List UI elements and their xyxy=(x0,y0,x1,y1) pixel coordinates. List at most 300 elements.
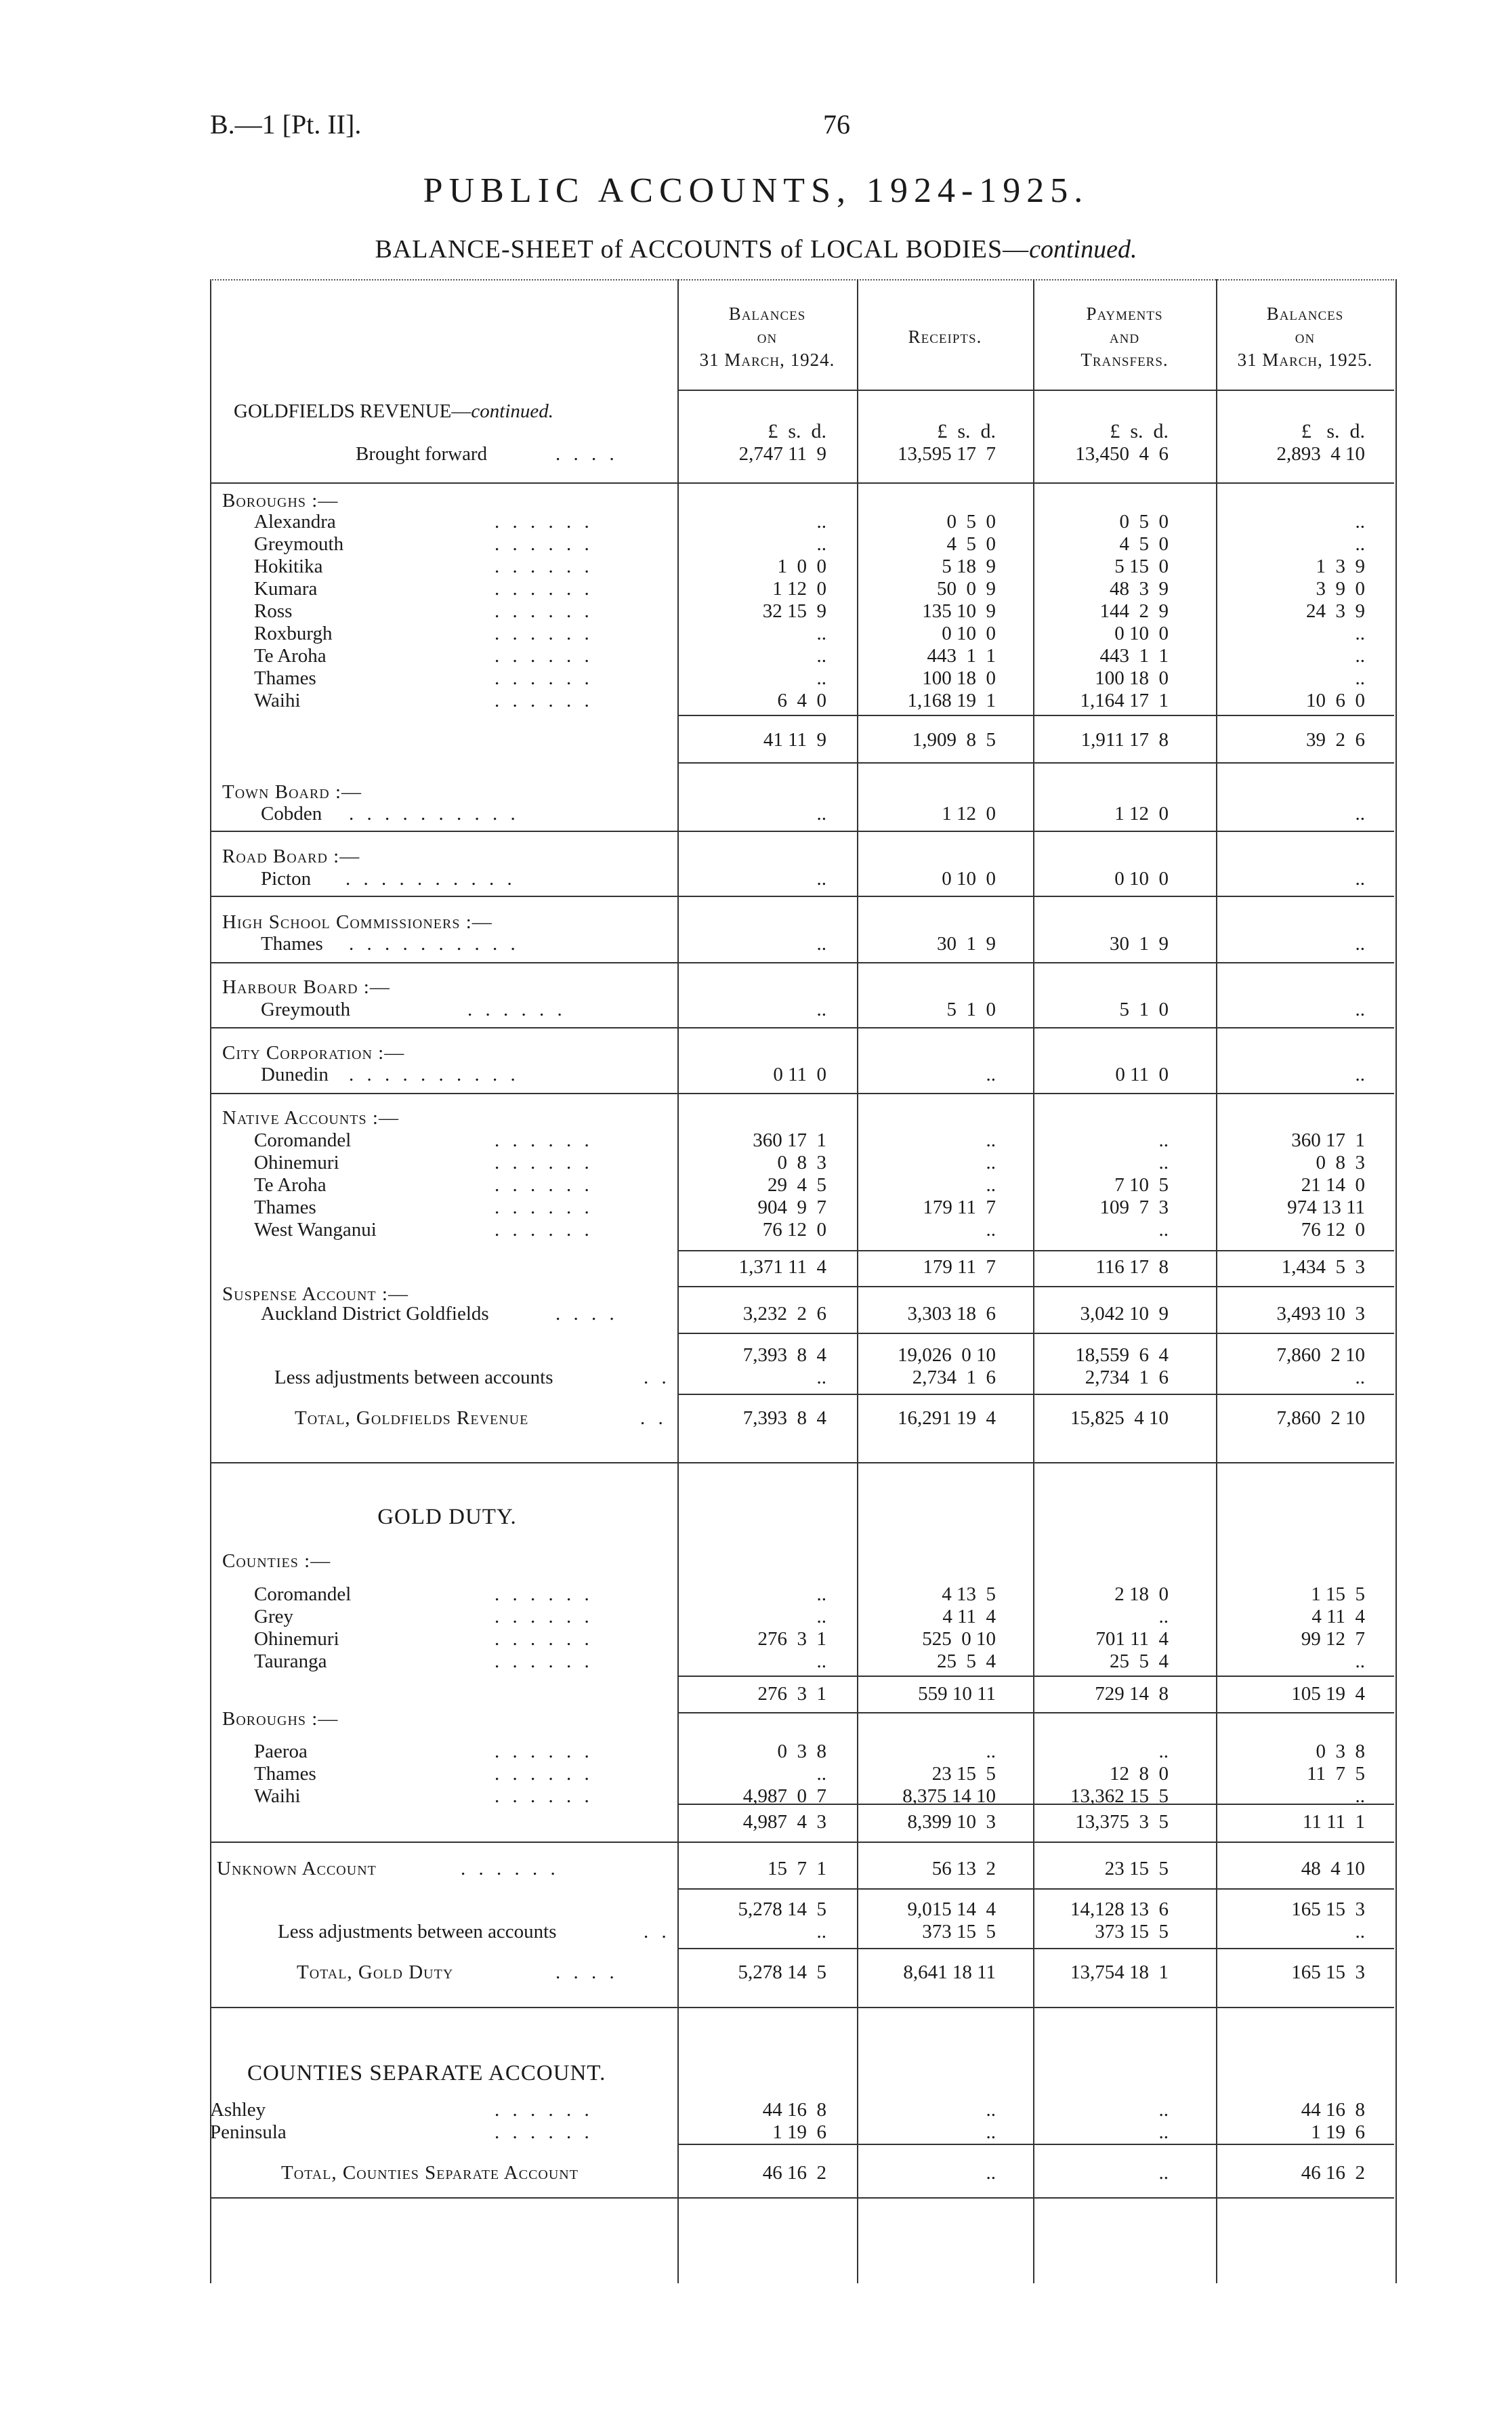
cell: 135 10 9 xyxy=(922,600,996,622)
cell: 4 13 5 xyxy=(942,1583,996,1605)
cell: .. xyxy=(1355,868,1365,890)
row-label: Te Aroha xyxy=(254,1174,327,1196)
currency-label: £ s. d. xyxy=(768,420,826,442)
native-total-row xyxy=(210,1255,1394,1278)
table-row xyxy=(210,533,1394,556)
cell: .. xyxy=(986,1064,996,1085)
cell: 0 10 0 xyxy=(942,868,996,890)
section-label-row xyxy=(210,1707,1394,1730)
table-row xyxy=(210,1740,1394,1763)
cell: 6 4 0 xyxy=(777,690,826,711)
section-label-row xyxy=(210,781,1394,804)
cell: 30 1 9 xyxy=(937,933,996,955)
leader-dots: . . . . . . xyxy=(495,1650,593,1672)
leader-dots: . . . . . . xyxy=(495,1785,593,1807)
cell: 974 13 11 xyxy=(1287,1197,1365,1218)
rule xyxy=(677,1676,1394,1677)
city-corporation-label: City Corporation :— xyxy=(222,1042,405,1064)
leader-dots: . . . . . . xyxy=(495,690,593,711)
cell: 44 16 8 xyxy=(1301,2099,1365,2121)
cell: 1,168 19 1 xyxy=(907,690,996,711)
cell: .. xyxy=(986,2162,996,2184)
table-row xyxy=(210,867,1394,890)
cell: 46 16 2 xyxy=(1301,2162,1365,2184)
cell: .. xyxy=(1355,667,1365,689)
rule xyxy=(210,1842,1394,1843)
counties-total-row xyxy=(210,1682,1394,1705)
cell: 276 3 1 xyxy=(757,1683,826,1705)
cell: 5 1 0 xyxy=(946,999,996,1020)
cell: 23 15 5 xyxy=(1104,1858,1169,1879)
rule xyxy=(677,1394,1394,1395)
cell: 0 5 0 xyxy=(1119,511,1169,533)
native-accounts-label: Native Accounts :— xyxy=(222,1107,399,1129)
leader-dots: . . . . xyxy=(555,1303,618,1325)
cell: 276 3 1 xyxy=(757,1628,826,1650)
cell: 15 7 1 xyxy=(768,1858,826,1879)
cell: 179 11 7 xyxy=(923,1197,996,1218)
cell: 4 5 0 xyxy=(946,533,996,555)
cell: .. xyxy=(816,1583,826,1605)
table-row xyxy=(210,1151,1394,1174)
cell: .. xyxy=(816,1921,826,1942)
leader-dots: . . . . xyxy=(555,443,618,465)
cell: .. xyxy=(1355,511,1365,533)
cell: 41 11 9 xyxy=(763,729,826,751)
cell: 2 18 0 xyxy=(1114,1583,1169,1605)
cell: 76 12 0 xyxy=(762,1219,826,1241)
section-label-row xyxy=(210,976,1394,999)
row-label: Ross xyxy=(254,600,293,622)
cell: .. xyxy=(1355,1064,1365,1085)
cell: 1 12 0 xyxy=(772,578,826,600)
cell: .. xyxy=(1158,1741,1169,1762)
row-label: Roxburgh xyxy=(254,623,333,644)
cell: 2,893 4 10 xyxy=(1276,443,1365,465)
leader-dots: . . . . . . xyxy=(495,1219,593,1241)
cell: .. xyxy=(1355,803,1365,825)
cell: 0 10 0 xyxy=(1114,868,1169,890)
cell: 56 13 2 xyxy=(931,1858,996,1879)
subtitle-main: BALANCE-SHEET of ACCOUNTS of LOCAL BODIES— xyxy=(375,235,1030,264)
cell: 7 10 5 xyxy=(1114,1174,1169,1196)
row-label: Dunedin xyxy=(261,1064,329,1085)
row-label: Coromandel xyxy=(254,1129,352,1151)
rule xyxy=(210,962,1394,963)
cell: 0 8 3 xyxy=(1316,1152,1365,1173)
cell: 50 0 9 xyxy=(937,578,996,600)
cell: 2,747 11 9 xyxy=(738,443,826,465)
leader-dots: . . . . . . xyxy=(495,1174,593,1196)
rule xyxy=(677,1888,1394,1890)
table-row xyxy=(210,1063,1394,1086)
row-label: Less adjustments between accounts xyxy=(278,1921,557,1942)
cell: 701 11 4 xyxy=(1095,1628,1169,1650)
cell: 25 5 4 xyxy=(937,1650,996,1672)
table-row xyxy=(210,577,1394,600)
row-label: Unknown Account xyxy=(217,1858,377,1879)
row-label: Te Aroha xyxy=(254,645,327,667)
cell: 29 4 5 xyxy=(768,1174,826,1196)
cell: 4 11 4 xyxy=(942,1606,996,1627)
row-label: Picton xyxy=(261,868,312,890)
cell: 39 2 6 xyxy=(1306,729,1365,751)
cell: 15,825 4 10 xyxy=(1070,1407,1169,1429)
table-row xyxy=(210,644,1394,667)
less-adjustments-row xyxy=(210,1366,1394,1389)
rule xyxy=(210,1027,1394,1028)
rule xyxy=(677,1286,1394,1287)
section-label-row xyxy=(210,489,1394,512)
row-label: Waihi xyxy=(254,1785,301,1807)
leader-dots: . . . . . . xyxy=(495,1606,593,1627)
table-row xyxy=(210,2098,1394,2121)
cell: 30 1 9 xyxy=(1110,933,1169,955)
cell: 8,399 10 3 xyxy=(907,1811,996,1833)
table-row xyxy=(210,510,1394,533)
leader-dots: . . xyxy=(644,1921,671,1942)
leader-dots: . . . . . . xyxy=(495,600,593,622)
cell: .. xyxy=(1158,1152,1169,1173)
cell: 116 17 8 xyxy=(1095,1256,1169,1278)
boroughs-label: Boroughs :— xyxy=(222,490,339,512)
counties-label: Counties :— xyxy=(222,1550,331,1572)
rule xyxy=(677,1804,1394,1805)
heading-continued: continued. xyxy=(471,400,554,422)
row-label: Thames xyxy=(254,1763,316,1785)
cell: 0 10 0 xyxy=(942,623,996,644)
section-label-row xyxy=(210,911,1394,934)
rule xyxy=(210,831,1394,832)
cell: .. xyxy=(1355,623,1365,644)
brought-forward-row xyxy=(210,442,1394,465)
cell: .. xyxy=(816,623,826,644)
row-label: Thames xyxy=(261,933,323,955)
leader-dots: . . . . . . xyxy=(495,578,593,600)
cell: 1 15 5 xyxy=(1311,1583,1365,1605)
cell: .. xyxy=(816,667,826,689)
cell: 13,375 3 5 xyxy=(1075,1811,1169,1833)
leader-dots: . . . . . . xyxy=(495,2121,593,2143)
cell: .. xyxy=(1355,1921,1365,1942)
cell: 12 8 0 xyxy=(1110,1763,1169,1785)
row-label: Thames xyxy=(254,1197,316,1218)
table-row xyxy=(210,622,1394,645)
cell: 5,278 14 5 xyxy=(738,1961,826,1983)
cell: 5 18 9 xyxy=(942,556,996,577)
boroughs-total-row xyxy=(210,1810,1394,1833)
col-head-line: Balances xyxy=(728,304,806,324)
rule xyxy=(677,715,1394,716)
cell: 4,987 0 7 xyxy=(742,1785,826,1807)
cell: 5 15 0 xyxy=(1114,556,1169,577)
cell: 360 17 1 xyxy=(753,1129,826,1151)
cell: .. xyxy=(1158,1606,1169,1627)
cell: 32 15 9 xyxy=(762,600,826,622)
row-label: Hokitika xyxy=(254,556,323,577)
leader-dots: . . . . . . xyxy=(495,1763,593,1785)
cell: .. xyxy=(1355,533,1365,555)
cell: 4 11 4 xyxy=(1311,1606,1365,1627)
cell: .. xyxy=(1355,933,1365,955)
col-head-line: 31 March, 1924. xyxy=(699,350,835,370)
section-label-row xyxy=(210,845,1394,868)
gross-row xyxy=(210,1898,1394,1921)
leader-dots: . . . . . . . . . . xyxy=(349,933,520,955)
rule xyxy=(210,1093,1394,1094)
row-label: Cobden xyxy=(261,803,322,825)
cell: 1,909 8 5 xyxy=(912,729,996,751)
cell: 44 16 8 xyxy=(762,2099,826,2121)
col-head-payments xyxy=(1033,302,1216,371)
row-label: Grey xyxy=(254,1606,293,1627)
cell: .. xyxy=(816,999,826,1020)
cell: .. xyxy=(986,2099,996,2121)
table-row xyxy=(210,1583,1394,1606)
row-label: Ohinemuri xyxy=(254,1152,339,1173)
total-row xyxy=(210,2161,1394,2184)
leader-dots: . . . . xyxy=(555,1961,618,1983)
cell: 24 3 9 xyxy=(1306,600,1365,622)
page-subtitle xyxy=(0,234,1512,264)
cell: .. xyxy=(816,1606,826,1627)
cell: 46 16 2 xyxy=(762,2162,826,2184)
cell: 3 9 0 xyxy=(1316,578,1365,600)
row-label: Tauranga xyxy=(254,1650,327,1672)
leader-dots: . . . . . . xyxy=(495,556,593,577)
col-head-line: on xyxy=(1295,327,1316,347)
counties-separate-heading: COUNTIES SEPARATE ACCOUNT. xyxy=(247,2061,606,2085)
table-row xyxy=(210,1650,1394,1673)
col-head-line: and xyxy=(1109,327,1140,347)
cell: 1 19 6 xyxy=(1311,2121,1365,2143)
cell: 5 1 0 xyxy=(1119,999,1169,1020)
cell: 100 18 0 xyxy=(1095,667,1169,689)
cell: 11 11 1 xyxy=(1302,1811,1365,1833)
row-label: Greymouth xyxy=(261,999,351,1020)
cell: 25 5 4 xyxy=(1110,1650,1169,1672)
row-label: Ohinemuri xyxy=(254,1628,339,1650)
leader-dots: . . . . . . xyxy=(495,1152,593,1173)
cell: .. xyxy=(1355,1785,1365,1807)
leader-dots: . . . . . . xyxy=(461,1858,560,1879)
cell: .. xyxy=(1355,999,1365,1020)
rule xyxy=(210,896,1394,897)
header-rule xyxy=(677,390,1394,391)
cell: 443 1 1 xyxy=(927,645,996,667)
leader-dots: . . xyxy=(644,1367,671,1388)
cell: .. xyxy=(1355,1650,1365,1672)
leader-dots: . . . . . . xyxy=(495,533,593,555)
subtitle-continued: continued. xyxy=(1029,235,1137,264)
cell: 559 10 11 xyxy=(918,1683,996,1705)
leader-dots: . . . . . . . . . . xyxy=(349,1064,520,1085)
col-head-line: Payments xyxy=(1086,304,1163,324)
currency-label: £ s. d. xyxy=(1110,420,1169,442)
rule xyxy=(210,2197,1394,2199)
cell: 1,911 17 8 xyxy=(1080,729,1169,751)
page-reference: B.—1 [Pt. II]. xyxy=(210,109,362,140)
cell: 2,734 1 6 xyxy=(912,1367,996,1388)
leader-dots: . . . . . . xyxy=(495,511,593,533)
currency-row xyxy=(210,420,1394,443)
section-label-row xyxy=(210,1106,1394,1129)
cell: .. xyxy=(816,1763,826,1785)
cell: .. xyxy=(986,1174,996,1196)
cell: 1 0 0 xyxy=(777,556,826,577)
cell: 76 12 0 xyxy=(1301,1219,1365,1241)
col-head-line: Transfers. xyxy=(1080,350,1169,370)
cell: .. xyxy=(816,1367,826,1388)
cell: 0 10 0 xyxy=(1114,623,1169,644)
harbour-board-label: Harbour Board :— xyxy=(222,976,390,998)
row-label: Less adjustments between accounts xyxy=(274,1367,553,1388)
col-head-line: Receipts. xyxy=(908,327,982,347)
currency-label: £ s. d. xyxy=(1301,420,1365,442)
cell: 3,493 10 3 xyxy=(1276,1303,1365,1325)
table-row xyxy=(210,1605,1394,1628)
row-label: Thames xyxy=(254,667,316,689)
col-head-receipts xyxy=(857,325,1033,348)
table-row xyxy=(210,998,1394,1021)
total-row xyxy=(210,1407,1394,1430)
cell: 8,641 18 11 xyxy=(903,1961,996,1983)
cell: 13,595 17 7 xyxy=(898,443,996,465)
rule xyxy=(210,482,1394,484)
rule xyxy=(677,1948,1394,1949)
row-label: Coromandel xyxy=(254,1583,352,1605)
cell: .. xyxy=(1158,1129,1169,1151)
leader-dots: . . . . . . xyxy=(495,1197,593,1218)
cell: 8,375 14 10 xyxy=(902,1785,996,1807)
row-label: West Wanganui xyxy=(254,1219,377,1241)
cell: 3,042 10 9 xyxy=(1080,1303,1169,1325)
boroughs-total-row xyxy=(210,728,1394,751)
leader-dots: . . xyxy=(640,1407,667,1429)
cell: .. xyxy=(986,1129,996,1151)
cell: 18,559 6 4 xyxy=(1075,1344,1169,1366)
cell: 0 11 0 xyxy=(773,1064,826,1085)
gold-duty-heading: GOLD DUTY. xyxy=(377,1505,517,1529)
table-row xyxy=(210,1196,1394,1219)
cell: 7,860 2 10 xyxy=(1276,1407,1365,1429)
cell: 9,015 14 4 xyxy=(907,1898,996,1920)
cell: 19,026 0 10 xyxy=(898,1344,996,1366)
cell: 100 18 0 xyxy=(922,667,996,689)
cell: .. xyxy=(986,2121,996,2143)
cell: .. xyxy=(1355,645,1365,667)
table-row xyxy=(210,1173,1394,1197)
counties-separate-heading-row xyxy=(210,2062,1394,2085)
leader-dots: . . . . . . xyxy=(495,1741,593,1762)
total-label: Total, Gold Duty xyxy=(297,1961,454,1983)
rule xyxy=(677,1250,1394,1251)
row-label: Alexandra xyxy=(254,511,336,533)
cell: 105 19 4 xyxy=(1291,1683,1365,1705)
col-head-line: 31 March, 1925. xyxy=(1237,350,1373,370)
row-label: Paeroa xyxy=(254,1741,308,1762)
cell: 2,734 1 6 xyxy=(1085,1367,1169,1388)
col-head-line: Balances xyxy=(1266,304,1344,324)
cell: 179 11 7 xyxy=(923,1256,996,1278)
currency-label: £ s. d. xyxy=(937,420,996,442)
cell: 13,450 4 6 xyxy=(1075,443,1169,465)
cell: .. xyxy=(986,1219,996,1241)
suspense-label: Suspense Account :— xyxy=(222,1283,408,1305)
leader-dots: . . . . . . xyxy=(495,645,593,667)
boroughs-label: Boroughs :— xyxy=(222,1708,339,1730)
cell: .. xyxy=(1158,2162,1169,2184)
cell: 1,164 17 1 xyxy=(1080,690,1169,711)
cell: 1,434 5 3 xyxy=(1281,1256,1365,1278)
cell: .. xyxy=(816,511,826,533)
table-row xyxy=(210,932,1394,955)
rule xyxy=(677,1333,1394,1334)
cell: 373 15 5 xyxy=(1095,1921,1169,1942)
high-school-label: High School Commissioners :— xyxy=(222,911,492,933)
row-label: Kumara xyxy=(254,578,318,600)
cell: 0 3 8 xyxy=(1316,1741,1365,1762)
col-head-balances-1925 xyxy=(1216,302,1394,371)
cell: 10 6 0 xyxy=(1306,690,1365,711)
cell: 3,232 2 6 xyxy=(742,1303,826,1325)
leader-dots: . . . . . . . . . . xyxy=(349,803,520,825)
table-row xyxy=(210,689,1394,712)
row-label: Greymouth xyxy=(254,533,344,555)
cell: 360 17 1 xyxy=(1291,1129,1365,1151)
leader-dots: . . . . . . xyxy=(467,999,566,1020)
cell: 1,371 11 4 xyxy=(738,1256,826,1278)
heading-text: GOLDFIELDS REVENUE— xyxy=(234,400,471,422)
cell: 165 15 3 xyxy=(1291,1961,1365,1983)
leader-dots: . . . . . . xyxy=(495,1583,593,1605)
cell: 165 15 3 xyxy=(1291,1898,1365,1920)
cell: .. xyxy=(986,1152,996,1173)
brought-forward-label: Brought forward xyxy=(356,443,488,465)
cell: 525 0 10 xyxy=(922,1628,996,1650)
cell: 1 12 0 xyxy=(942,803,996,825)
leader-dots: . . . . . . xyxy=(495,1129,593,1151)
cell: 0 3 8 xyxy=(777,1741,826,1762)
row-label: Auckland District Goldfields xyxy=(261,1303,489,1325)
cell: .. xyxy=(1158,1219,1169,1241)
cell: .. xyxy=(1158,2099,1169,2121)
cell: 23 15 5 xyxy=(931,1763,996,1785)
road-board-label: Road Board :— xyxy=(222,846,360,867)
cell: 4,987 4 3 xyxy=(742,1811,826,1833)
cell: 7,393 8 4 xyxy=(742,1407,826,1429)
table-row xyxy=(210,1627,1394,1650)
cell: 21 14 0 xyxy=(1301,1174,1365,1196)
table-row xyxy=(210,802,1394,825)
unknown-account-row xyxy=(210,1857,1394,1880)
cell: 48 4 10 xyxy=(1301,1858,1365,1879)
col-head-balances-1924 xyxy=(677,302,857,371)
table-row xyxy=(210,600,1394,623)
cell: 904 9 7 xyxy=(757,1197,826,1218)
row-label: Waihi xyxy=(254,690,301,711)
cell: 11 7 5 xyxy=(1307,1763,1365,1785)
gold-duty-heading-row xyxy=(210,1505,1394,1529)
cell: 48 3 9 xyxy=(1110,578,1169,600)
leader-dots: . . . . . . xyxy=(495,667,593,689)
rule xyxy=(677,2144,1394,2145)
less-adjustments-row xyxy=(210,1920,1394,1943)
leader-dots: . . . . . . . . . . xyxy=(345,868,516,890)
cell: .. xyxy=(816,1650,826,1672)
cell: 729 14 8 xyxy=(1095,1683,1169,1705)
cell: 7,393 8 4 xyxy=(742,1344,826,1366)
